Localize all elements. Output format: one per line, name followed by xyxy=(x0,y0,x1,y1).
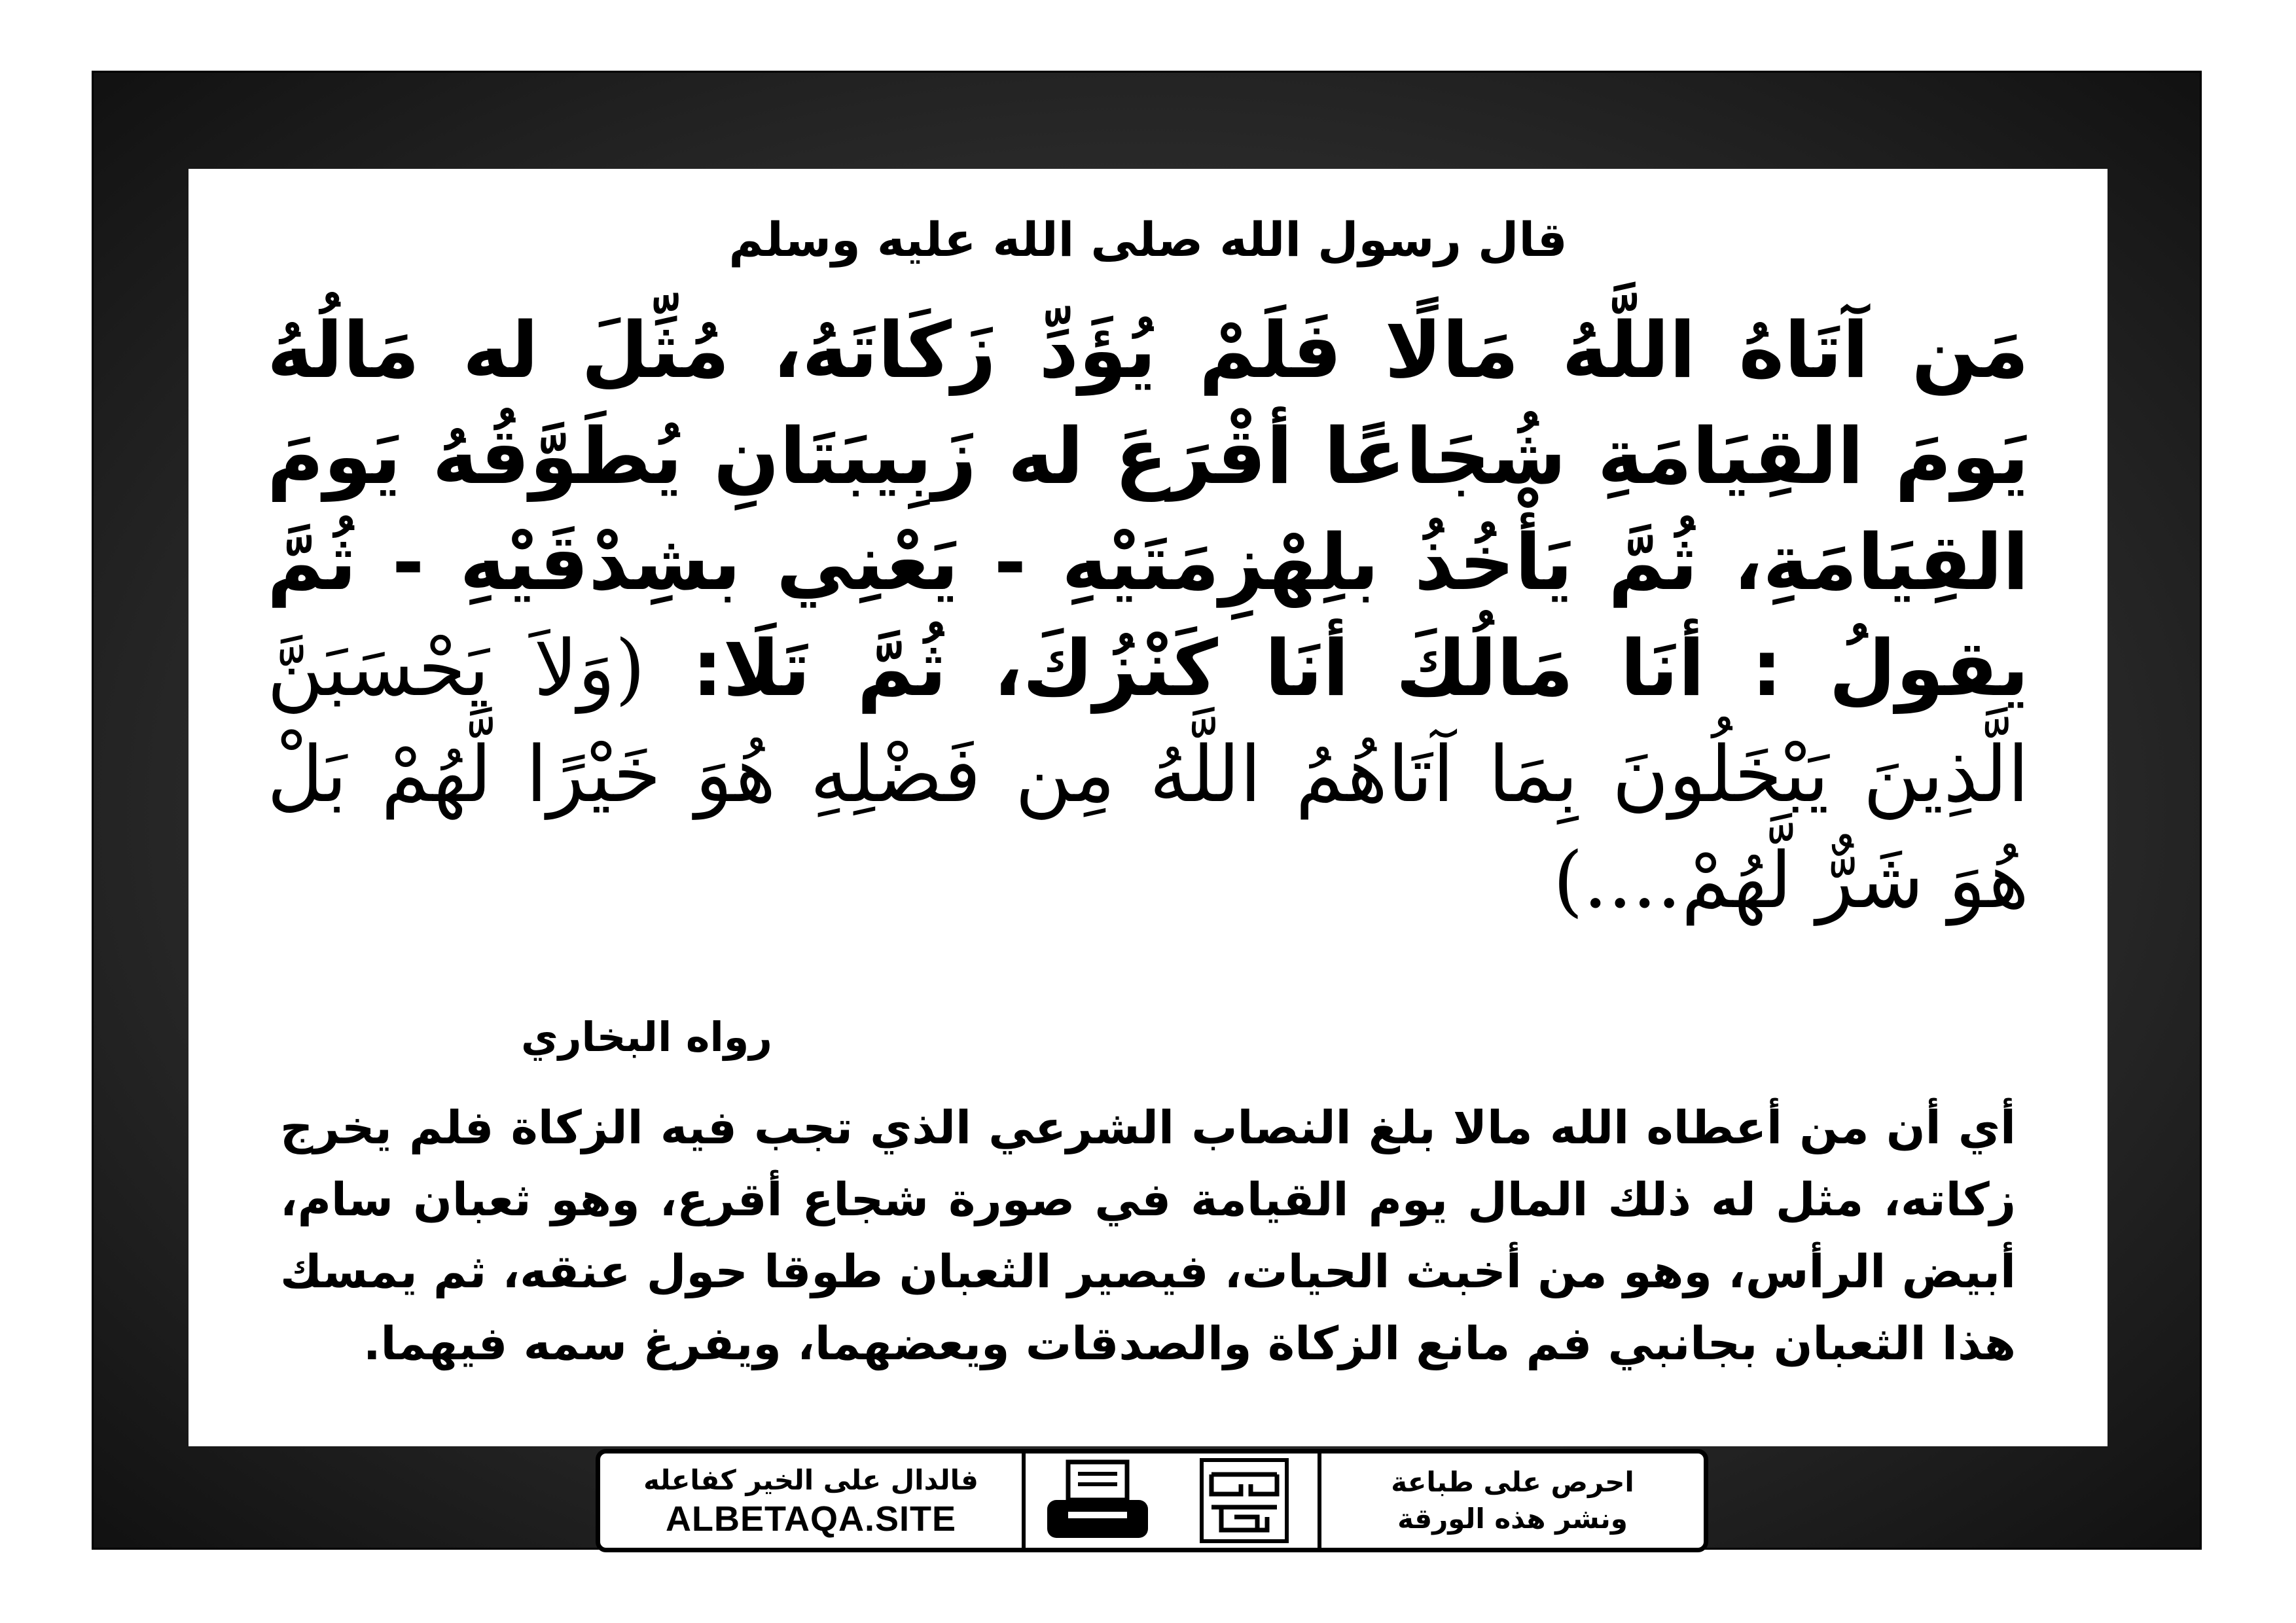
footer-cta-line1: احرص على طباعة xyxy=(1391,1466,1634,1498)
printer-cell xyxy=(1026,1454,1170,1548)
logo-cell xyxy=(1170,1454,1319,1548)
footer-cta-line2: ونشر هذه الورقة xyxy=(1397,1503,1628,1535)
website-link[interactable]: ALBETAQA.SITE xyxy=(666,1499,956,1539)
hadith-source: رواه البخاري xyxy=(521,1013,772,1061)
printer-icon xyxy=(1042,1458,1153,1543)
page-title: قال رسول الله صلى الله عليه وسلم xyxy=(728,212,1568,267)
footer-slogan: فالدال على الخير كفاعله xyxy=(643,1464,978,1496)
calligraphy-logo xyxy=(1195,1455,1293,1546)
paper-card xyxy=(188,169,2108,1446)
footer-call-to-action xyxy=(1318,1454,1704,1548)
footer-website xyxy=(600,1454,1026,1548)
quran-verse: (وَلاَ يَحْسَبَنَّ الَّذِينَ يَبْخَلُونَ بِمَا آتَاهُمُ اللَّهُ مِن فَضْلِهِ هُوَ خَيْرًا لَّهُمْ بَلْ هُوَ شَرٌّ لَّهُمْ....) xyxy=(267,623,2029,925)
hadith-body xyxy=(267,297,2029,933)
explanation-text: أي أن من أعطاه الله مالا بلغ النصاب الشرعي الذي تجب فيه الزكاة فلم يخرج زكاته، مثل له ذلك المال يوم القيامة في صورة شجاع أقرع، وهو ثعبان سام، أبيض الرأس، وهو من أخبث الحيات، فيصير الثعبان طوقا حول عنقه، ثم يمسك هذا الثعبان بجانبي فم مانع الزكاة والصدقات ويعضهما، ويفرغ سمه فيهما. xyxy=(280,1101,2016,1370)
footer-banner xyxy=(596,1449,1708,1552)
hadith-text: مَن آتَاهُ اللَّهُ مَالًا فَلَمْ يُؤَدِّ زَكَاتَهُ، مُثِّلَ له مَالُهُ يَومَ القِيَامَةِ شُجَاعًا أقْرَعَ له زَبِيبَتَانِ يُطَوَّقُهُ يَومَ القِيَامَةِ، ثُمَّ يَأْخُذُ بلِهْزِمَتَيْهِ - يَعْنِي بشِدْقَيْهِ - ثُمَّ يقولُ : أنَا مَالُكَ أنَا كَنْزُكَ، ثُمَّ تَلَا: xyxy=(267,305,2029,713)
